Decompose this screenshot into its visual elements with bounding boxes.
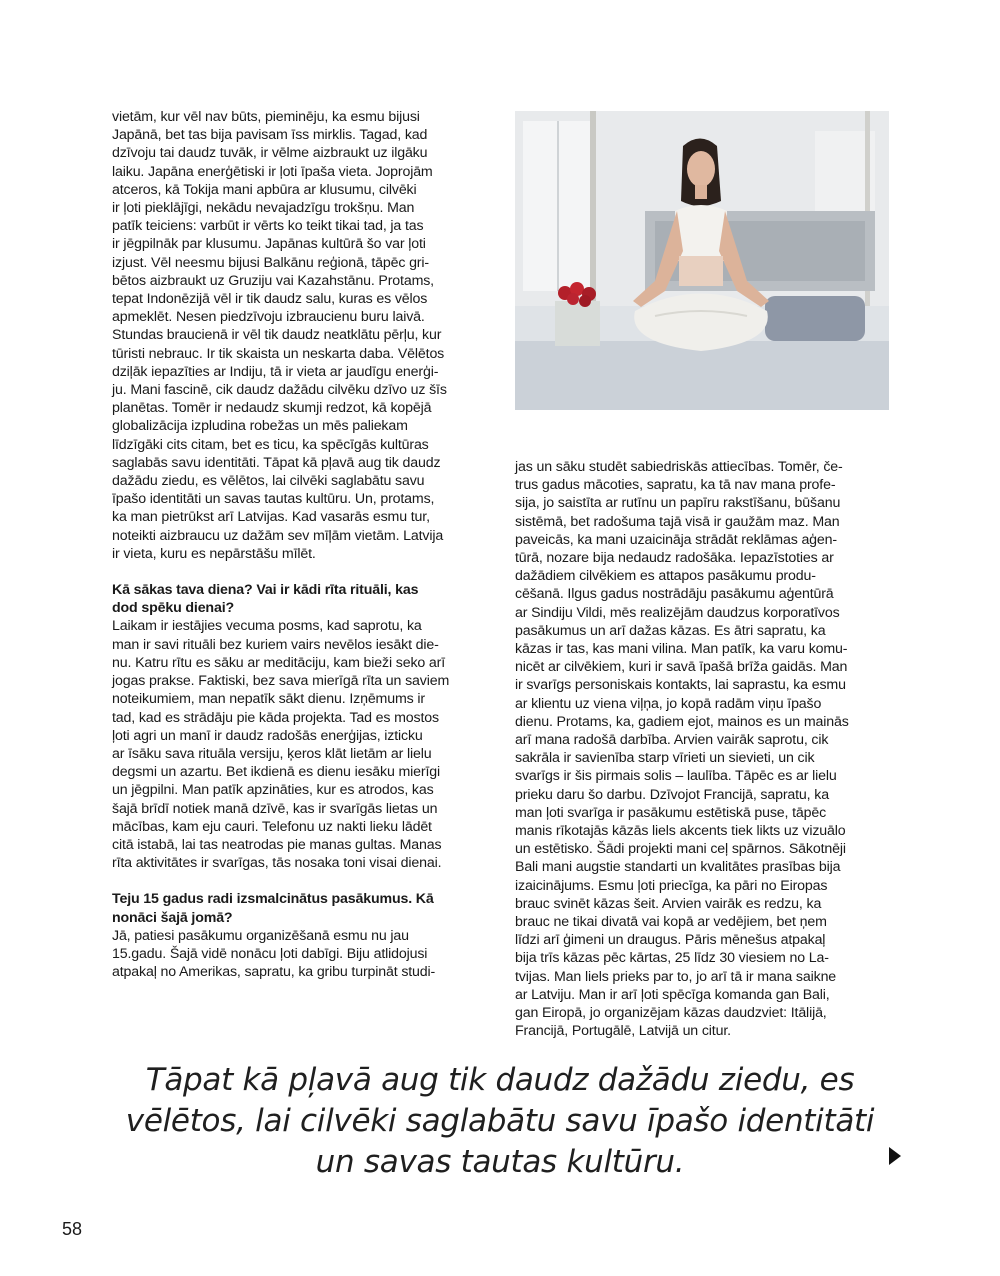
right-column: [515, 458, 895, 1041]
left-column: [112, 108, 484, 981]
body-text-career-start: Jā, patiesi pasākumu organizēšanā esmu nu jau 15.gadu. Šajā vidē nonācu ļoti dabīgi. Biju atlidojusi atpakaļ no Amerikas, sapratu, ka gribu turpināt studi-: [112, 927, 436, 981]
yoga-meditation-photo: [515, 111, 889, 410]
pull-quote: [100, 1060, 900, 1183]
pull-quote-text: Tāpat kā pļavā aug tik daudz dažādu ziedu, es vēlētos, lai cilvēki saglabātu savu īpašo identitāti un savas tautas kultūru.: [125, 1062, 875, 1180]
page-number: 58: [62, 1219, 83, 1239]
body-text-career-continued: jas un sāku studēt sabiedriskās attiecības. Tomēr, če- trus gadus mācoties, sapratu, ka tā nav mana profe- sija, jo saistīta ar rutīnu un papīru rakstīšanu, būšanu sistēmā, bet radošuma tajā visā ir gaužām maz. Man paveicās, ka mani uzaicināja strādāt reklāmas aģen- tūrā, nozare bija nedaudz radošāka. Iepazīstoties ar dažādiem cilvēkiem es attapos pasākumu produ- cēšanā. Ilgus gadus nostrādāju pasākumu aģentūrā ar Sindiju Vildi, mēs realizējām daudzus korporatīvos pasākumus un arī dažas kāzas. Es ātri sapratu, ka kāzas ir tas, kas mani vilina. Man patīk, ka varu komu- nicēt ar cilvēkiem, kuri ir savā īpašā brīža gaidās. Man ir svarīgs personiskais kontakts, lai saprastu, ka esmu ar klientu uz viena viļņa, jo kopā radām viņu īpašo dienu. Protams, ka, gadiem ejot, mainos es un mainās arī mana radošā darbība. Arvien vairāk saprotu, cik sakrāla ir savienība starp vīrieti un sievieti, un cik svarīgs ir šis pirmais solis – laulība. Tāpēc es ar lielu prieku daru šo darbu. Dzīvojot Francijā, sapratu, ka man ļoti svarīga ir pasākumu estētiskā puse, tāpēc manis rīkotajās kāzās liels akcents tiek likts uz vizuālo un estētisko. Šādi projekti mani ceļ spārnos. Sākotnēji Bali mani augstie standarti un kvalitātes prasības bija izaicinājums. Esmu ļoti priecīga, ka pāri no Eiropas brauc svinēt kāzas šeit. Arvien vairāk es redzu, ka brauc ne tikai divatā vai kopā ar vedējiem, bet ņem līdzi arī ģimeni un draugus. Pāris mēnešus atpakaļ bija trīs kāzas pēc kārtas, 25 līdz 30 viesiem no La- tvijas. Man liels prieks par to, jo arī tā ir mana saikne ar Latviju. Man ir arī ļoti spēcīga komanda gan Bali, gan Eiropā, jo organizējam kāzas daudzviet: Itālijā, Francijā, Portugālē, Latvijā un citur.: [515, 459, 849, 1040]
question-heading-morning: Kā sākas tava diena? Vai ir kādi rīta rituāli, kas dod spēku dienai?: [112, 582, 419, 617]
question-heading-career: Teju 15 gadus radi izsmalcinātus pasākumus. Kā nonāci šajā jomā?: [112, 891, 434, 926]
body-text-morning: Laikam ir iestājies vecuma posms, kad saprotu, ka man ir savi rituāli bez kuriem vairs nevēlos iesākt die- nu. Katru rītu es sāku ar meditāciju, kam bieži seko arī jogas prakse. Faktiski, bez sava mierīgā rīta un saviem noteikumiem, man nepatīk sākt dienu. Izņēmums ir tad, kad es strādāju pie kāda projekta. Tad es mostos ļoti agri un manī ir daudz radošās enerģijas, izticku ar īsāku sava rituāla versiju, ķeros klāt lietām ar lielu degsmi un azartu. Bet ikdienā es dienu iesāku mierīgi un jēgpilni. Man patīk apzināties, kur es atrodos, kas šajā brīdī notiek manā dzīvē, kas ir svarīgās lietas un mācības, kam eju cauri. Telefonu uz nakti lieku lādēt citā istabā, lai tas neatrodas pie manas gultas. Manas rīta aktivitātes ir svarīgas, tās nosaka toni visai dienai.: [112, 618, 450, 872]
body-text-intro: vietām, kur vēl nav būts, pieminēju, ka esmu bijusi Japānā, bet tas bija pavisam īss mirklis. Tagad, kad dzīvoju tai daudz tuvāk, ir vēlme aizbraukt uz ilgāku laiku. Japāna enerģētiski ir ļoti īpaša vieta. Joprojām atceros, kā Tokija mani apbūra ar klusumu, cilvēki ir ļoti pieklājīgi, nekādu nevajadzīgu trokšņu. Man patīk teiciens: varbūt ir vērts ko teikt tikai tad, ja tas ir jēgpilnāk par klusumu. Japānas kultūrā šo var ļoti izjust. Vēl neesmu bijusi Balkānu reģionā, tāpēc gri- bētos aizbraukt uz Gruziju vai Kazahstānu. Protams, tepat Indonēzijā vēl ir tik daudz salu, kuras es vēlos apmeklēt. Nesen piedzīvoju izbraucienu buru laivā. Stundas braucienā ir vēl tik daudz neatklātu pērļu, kur tūristi nebrauc. Ir tik skaista un neskarta daba. Vēlētos dziļāk iepazīties ar Indiju, tā ir vieta ar jaudīgu enerģi- ju. Mani fascinē, cik daudz dažādu cilvēku dzīvo uz šīs planētas. Tomēr ir nedaudz skumji redzot, kā kopējā globalizācija izpludina robežas un mēs paliekam līdzīgāki cits citam, bet es ticu, ka spēcīgās kultūras saglabās savu identitāti. Tāpat kā pļavā aug tik daudz dažādu ziedu, es vēlētos, lai cilvēki saglabātu savu īpašo identitāti un savas tautas kultūru. Un, protams, ka man pietrūkst arī Latvijas. Kad vasarās esmu tur, noteikti aizbraucu uz dažām sev mīļām vietām. Latvija ir vieta, kuru es nepārstāšu mīlēt.: [112, 109, 447, 562]
triangle-right-icon: [889, 1147, 901, 1165]
